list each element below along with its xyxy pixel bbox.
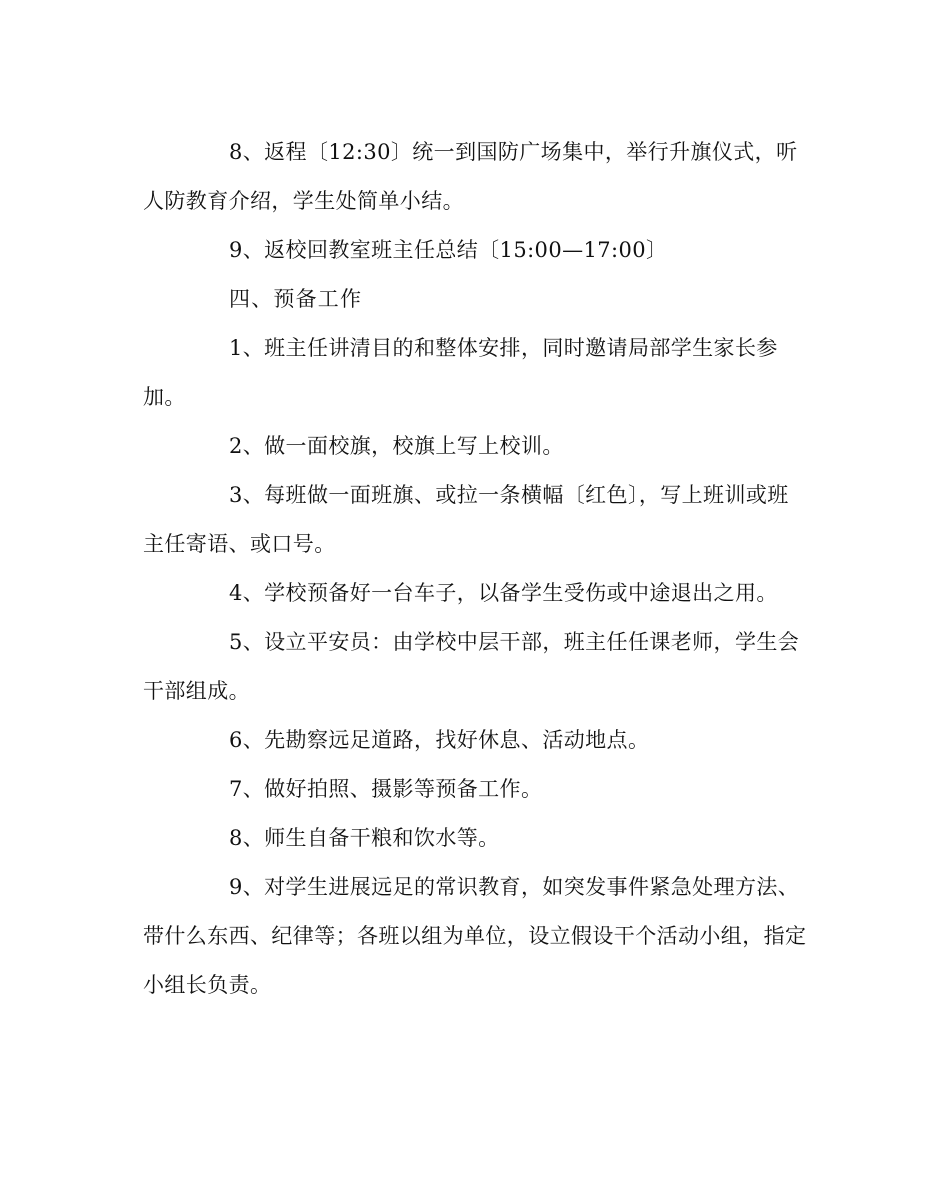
paragraph-return-trip: 8、返程〔12:30〕统一到国防广场集中，举行升旗仪式，听人防教育介绍，学生处简单小结。 — [143, 140, 798, 213]
section-heading-preparation: 四、预备工作 — [229, 287, 363, 311]
paragraph-prep-1: 1、班主任讲清目的和整体安排，同时邀请局部学生家长参加。 — [143, 336, 778, 409]
paragraph-prep-5: 5、设立平安员：由学校中层干部，班主任任课老师，学生会干部组成。 — [143, 630, 800, 703]
paragraph-prep-7: 7、做好拍照、摄影等预备工作。 — [229, 777, 543, 801]
paragraph-return-school: 9、返校回教室班主任总结〔15:00—17:00〕 — [229, 238, 668, 262]
paragraph-prep-8: 8、师生自备干粮和饮水等。 — [229, 826, 500, 850]
paragraph-prep-9: 9、对学生进展远足的常识教育，如突发事件紧急处理方法、带什么东西、纪律等；各班以组为单位，设立假设干个活动小组，指定小组长负责。 — [143, 875, 807, 997]
paragraph-prep-2: 2、做一面校旗，校旗上写上校训。 — [229, 434, 564, 458]
paragraph-prep-6: 6、先勘察远足道路，找好休息、活动地点。 — [229, 728, 650, 752]
document-body — [143, 128, 807, 1010]
paragraph-prep-3: 3、每班做一面班旗、或拉一条横幅〔红色〕，写上班训或班主任寄语、或口号。 — [143, 483, 789, 556]
paragraph-prep-4: 4、学校预备好一台车子，以备学生受伤或中途退出之用。 — [229, 581, 778, 605]
